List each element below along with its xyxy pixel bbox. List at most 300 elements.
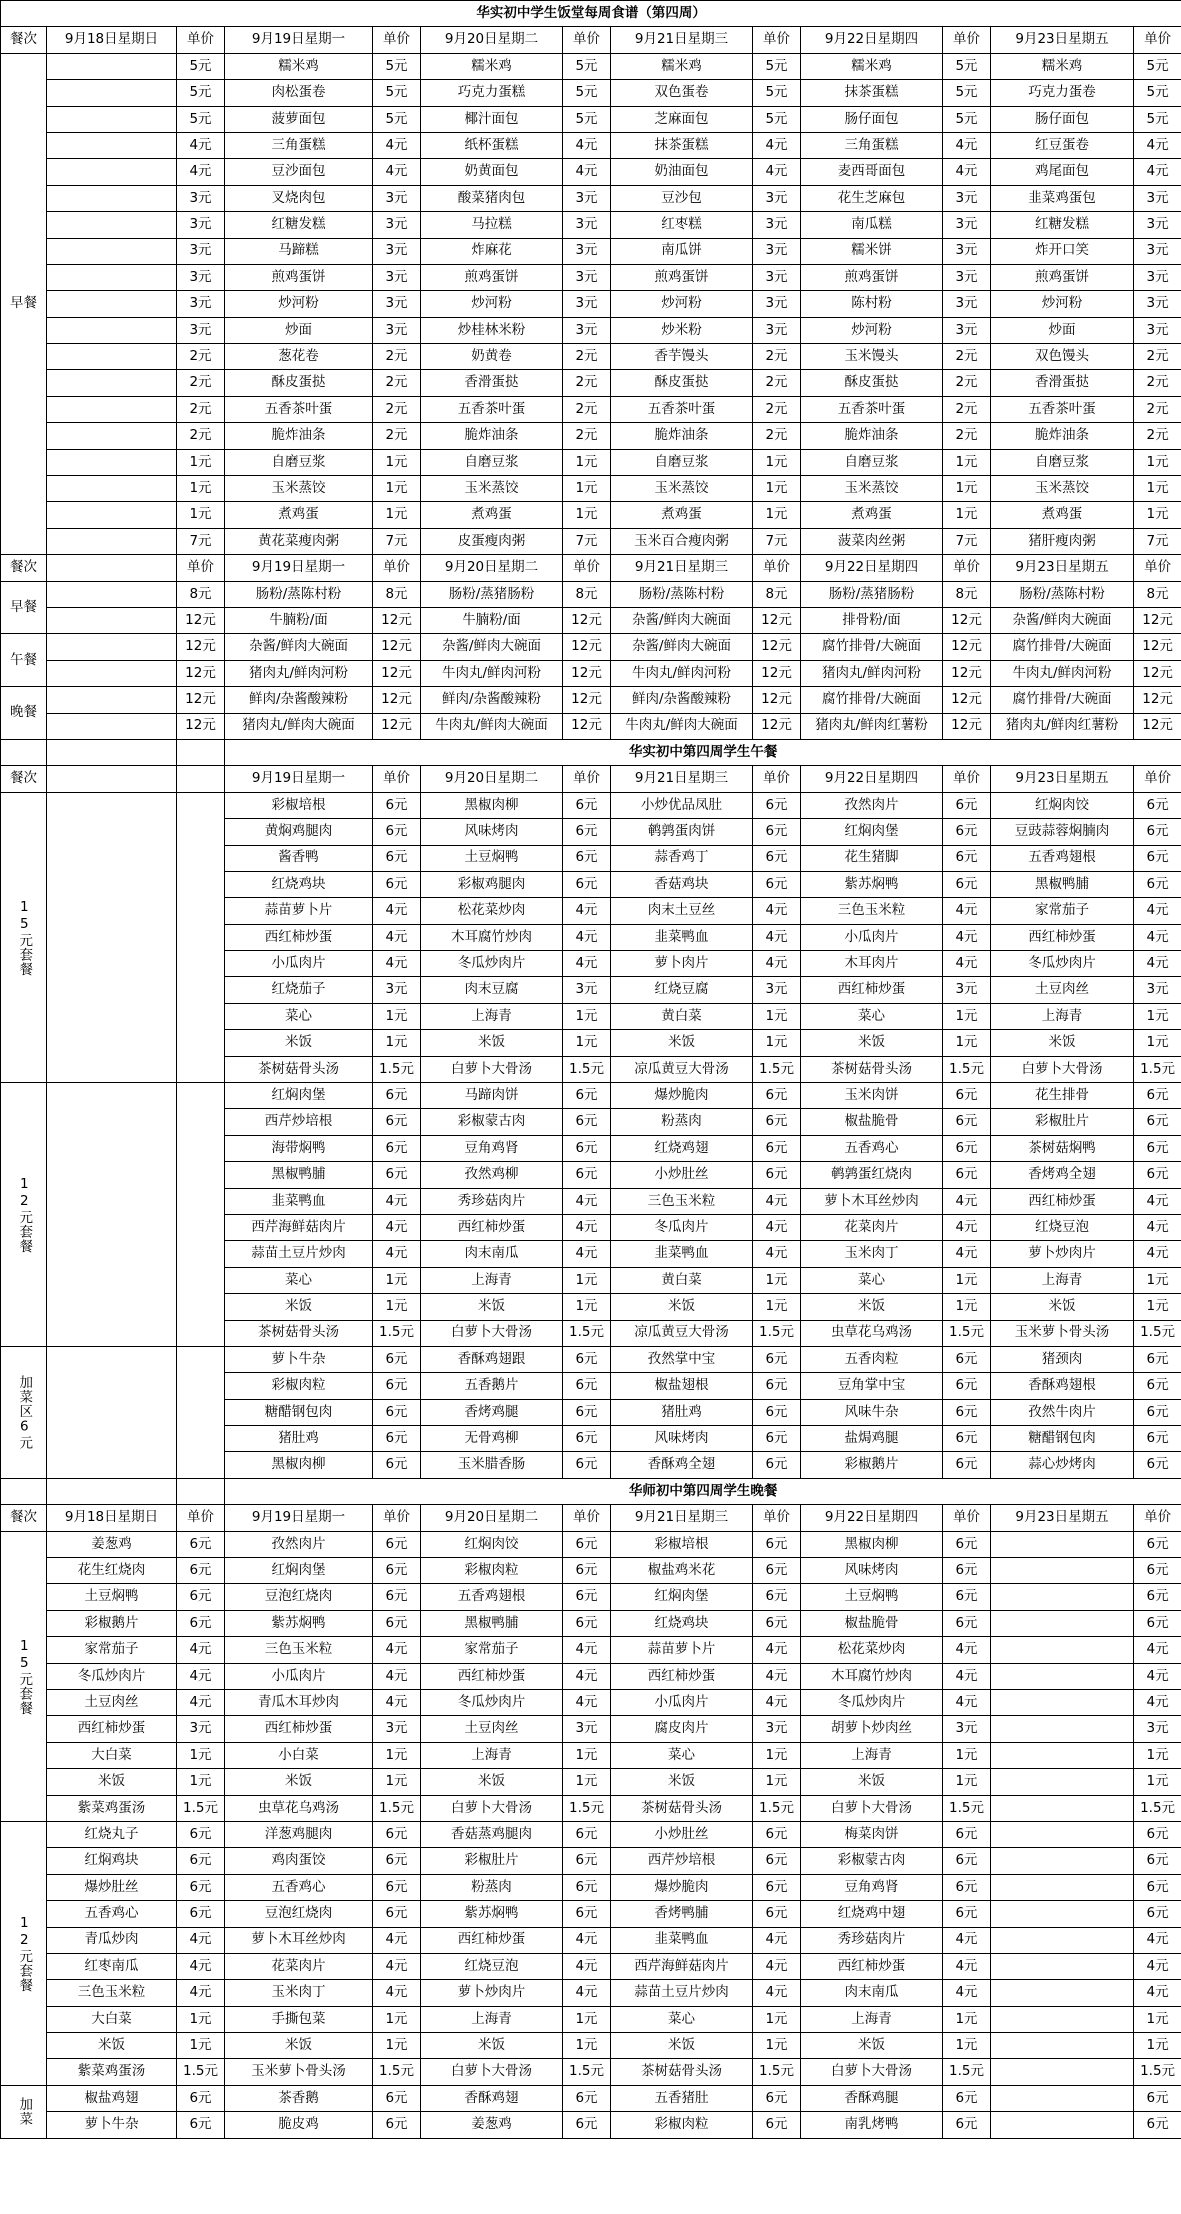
menu-cell: 4元 xyxy=(1134,1927,1181,1953)
menu-cell: 12元 xyxy=(373,713,421,739)
column-header: 餐次 xyxy=(1,27,47,53)
menu-cell: 1元 xyxy=(1134,476,1181,502)
menu-cell: 肠粉/蒸猪肠粉 xyxy=(421,581,563,607)
menu-cell: 3元 xyxy=(563,238,611,264)
menu-cell xyxy=(991,2006,1134,2032)
menu-cell: 4元 xyxy=(943,1927,991,1953)
menu-cell: 6元 xyxy=(753,1821,801,1847)
meal-label: 12元套餐 xyxy=(1,1821,47,2085)
menu-cell: 5元 xyxy=(177,106,225,132)
column-header: 9月20日星期二 xyxy=(421,1505,563,1531)
menu-cell: 8元 xyxy=(943,581,991,607)
menu-cell xyxy=(47,528,177,554)
menu-cell: 4元 xyxy=(563,132,611,158)
menu-cell: 1元 xyxy=(373,1769,421,1795)
menu-cell: 4元 xyxy=(1134,951,1181,977)
menu-cell: 6元 xyxy=(1134,1452,1181,1478)
menu-cell: 牛腩粉/面 xyxy=(421,607,563,633)
menu-cell: 3元 xyxy=(373,185,421,211)
menu-cell: 蒜苗土豆片炒肉 xyxy=(611,1980,753,2006)
menu-cell: 3元 xyxy=(753,317,801,343)
table-row xyxy=(1,370,1181,396)
table-row xyxy=(1,581,1181,607)
menu-cell xyxy=(47,502,177,528)
menu-cell: 6元 xyxy=(177,1821,225,1847)
menu-cell xyxy=(991,2033,1134,2059)
menu-cell: 葱花卷 xyxy=(225,344,373,370)
menu-cell: 5元 xyxy=(943,106,991,132)
menu-cell: 6元 xyxy=(563,1399,611,1425)
menu-cell: 3元 xyxy=(563,291,611,317)
table-row xyxy=(1,1795,1181,1821)
menu-cell: 6元 xyxy=(563,792,611,818)
menu-cell: 西红柿炒蛋 xyxy=(801,977,943,1003)
menu-cell: 红烧豆泡 xyxy=(421,1953,563,1979)
menu-cell: 3元 xyxy=(943,185,991,211)
menu-cell: 奶黄卷 xyxy=(421,344,563,370)
menu-cell: 6元 xyxy=(753,1135,801,1161)
menu-cell xyxy=(991,1531,1134,1557)
menu-cell: 香芋馒头 xyxy=(611,344,753,370)
menu-cell: 6元 xyxy=(177,2112,225,2138)
menu-cell: 1元 xyxy=(563,1742,611,1768)
menu-cell xyxy=(47,106,177,132)
menu-cell: 肉末豆腐 xyxy=(421,977,563,1003)
table-row xyxy=(1,1848,1181,1874)
column-header: 单价 xyxy=(943,555,991,581)
table-row xyxy=(1,1531,1181,1557)
menu-cell: 1元 xyxy=(753,476,801,502)
menu-cell: 白萝卜大骨汤 xyxy=(421,1795,563,1821)
menu-cell: 椒盐脆骨 xyxy=(801,1109,943,1135)
column-header: 9月18日星期日 xyxy=(47,1505,177,1531)
menu-cell: 糖醋钢包肉 xyxy=(991,1426,1134,1452)
menu-cell: 爆炒脆肉 xyxy=(611,1874,753,1900)
menu-cell: 6元 xyxy=(1134,1531,1181,1557)
menu-cell: 白萝卜大骨汤 xyxy=(801,1795,943,1821)
menu-cell: 4元 xyxy=(943,1663,991,1689)
menu-cell xyxy=(47,660,177,686)
menu-cell: 2元 xyxy=(943,344,991,370)
menu-cell: 4元 xyxy=(943,159,991,185)
table-row xyxy=(1,792,1181,818)
table-row xyxy=(1,1346,1181,1372)
menu-cell xyxy=(47,80,177,106)
menu-cell: 1元 xyxy=(563,502,611,528)
menu-cell: 三色玉米粒 xyxy=(611,1188,753,1214)
menu-cell: 1元 xyxy=(1134,449,1181,475)
menu-cell: 5元 xyxy=(1134,106,1181,132)
column-header: 单价 xyxy=(1134,27,1181,53)
menu-cell: 6元 xyxy=(1134,1821,1181,1847)
menu-cell: 6元 xyxy=(1134,1610,1181,1636)
menu-cell: 小瓜肉片 xyxy=(225,951,373,977)
table-row xyxy=(1,1901,1181,1927)
menu-cell: 巧克力蛋糕 xyxy=(421,80,563,106)
menu-cell: 3元 xyxy=(563,264,611,290)
menu-cell: 1元 xyxy=(177,502,225,528)
menu-cell: 大白菜 xyxy=(47,1742,177,1768)
meal-label: 早餐 xyxy=(1,53,47,554)
menu-cell: 7元 xyxy=(373,528,421,554)
menu-cell: 1.5元 xyxy=(943,2059,991,2085)
menu-cell: 8元 xyxy=(373,581,421,607)
menu-cell: 菠菜肉丝粥 xyxy=(801,528,943,554)
menu-cell: 白萝卜大骨汤 xyxy=(421,1056,563,1082)
table-row xyxy=(1,1083,1181,1109)
menu-cell: 12元 xyxy=(753,713,801,739)
menu-cell: 3元 xyxy=(943,264,991,290)
menu-cell: 4元 xyxy=(753,1663,801,1689)
menu-cell: 西芹海鲜菇肉片 xyxy=(611,1953,753,1979)
menu-cell: 2元 xyxy=(177,344,225,370)
menu-cell xyxy=(991,2059,1134,2085)
menu-cell: 海带焖鸭 xyxy=(225,1135,373,1161)
menu-cell: 巧克力蛋卷 xyxy=(991,80,1134,106)
menu-cell: 7元 xyxy=(943,528,991,554)
menu-cell: 2元 xyxy=(753,423,801,449)
menu-cell: 2元 xyxy=(373,344,421,370)
menu-cell: 4元 xyxy=(1134,1188,1181,1214)
menu-cell: 风味烤肉 xyxy=(801,1558,943,1584)
menu-cell: 猪颈肉 xyxy=(991,1346,1134,1372)
menu-cell: 彩椒肉粒 xyxy=(421,1558,563,1584)
column-header: 单价 xyxy=(563,766,611,792)
menu-cell: 彩椒蒙古肉 xyxy=(801,1848,943,1874)
menu-cell: 五香肉粒 xyxy=(801,1346,943,1372)
table-row xyxy=(1,2085,1181,2111)
menu-cell: 糯米鸡 xyxy=(801,53,943,79)
menu-cell: 爆炒脆肉 xyxy=(611,1083,753,1109)
menu-cell: 蒜心炒烤肉 xyxy=(991,1452,1134,1478)
menu-cell: 煮鸡蛋 xyxy=(801,502,943,528)
menu-cell: 2元 xyxy=(177,423,225,449)
menu-cell: 6元 xyxy=(943,1162,991,1188)
menu-cell: 6元 xyxy=(1134,1373,1181,1399)
menu-cell: 梅菜肉饼 xyxy=(801,1821,943,1847)
table-row xyxy=(1,713,1181,739)
menu-cell: 凉瓜黄豆大骨汤 xyxy=(611,1320,753,1346)
menu-cell: 1.5元 xyxy=(753,2059,801,2085)
blank-cell xyxy=(177,1346,225,1478)
menu-cell: 6元 xyxy=(373,1584,421,1610)
menu-cell: 3元 xyxy=(943,317,991,343)
menu-cell: 米饭 xyxy=(801,1769,943,1795)
menu-cell: 西红柿炒蛋 xyxy=(225,924,373,950)
menu-cell: 4元 xyxy=(943,951,991,977)
menu-cell: 木耳腐竹炒肉 xyxy=(421,924,563,950)
menu-cell: 自磨豆浆 xyxy=(611,449,753,475)
menu-cell: 1元 xyxy=(753,1294,801,1320)
menu-cell: 土豆焖鸭 xyxy=(801,1584,943,1610)
menu-cell: 6元 xyxy=(943,2112,991,2138)
column-header: 9月23日星期五 xyxy=(991,27,1134,53)
menu-cell: 马蹄糕 xyxy=(225,238,373,264)
menu-cell: 红焖肉堡 xyxy=(611,1584,753,1610)
menu-cell: 三色玉米粒 xyxy=(225,1637,373,1663)
menu-cell: 玉米腊香肠 xyxy=(421,1452,563,1478)
menu-cell: 西红柿炒蛋 xyxy=(991,924,1134,950)
menu-cell: 2元 xyxy=(563,370,611,396)
menu-cell: 12元 xyxy=(177,660,225,686)
menu-cell: 五香茶叶蛋 xyxy=(801,396,943,422)
menu-cell: 12元 xyxy=(373,607,421,633)
menu-cell: 4元 xyxy=(563,1241,611,1267)
menu-cell: 紫菜鸡蛋汤 xyxy=(47,1795,177,1821)
menu-cell: 2元 xyxy=(943,396,991,422)
menu-cell: 6元 xyxy=(753,1874,801,1900)
menu-cell: 6元 xyxy=(1134,845,1181,871)
menu-cell: 3元 xyxy=(1134,238,1181,264)
menu-cell: 12元 xyxy=(177,713,225,739)
menu-cell: 6元 xyxy=(753,1531,801,1557)
menu-cell: 1元 xyxy=(373,1030,421,1056)
menu-cell: 4元 xyxy=(373,1241,421,1267)
menu-cell: 5元 xyxy=(753,53,801,79)
blank-cell xyxy=(47,1083,177,1347)
menu-cell: 韭菜鸭血 xyxy=(225,1188,373,1214)
menu-cell: 1.5元 xyxy=(1134,1320,1181,1346)
menu-cell: 4元 xyxy=(373,1927,421,1953)
blank-cell xyxy=(177,1478,225,1504)
menu-cell: 1.5元 xyxy=(753,1320,801,1346)
menu-cell: 5元 xyxy=(373,106,421,132)
menu-cell: 6元 xyxy=(373,1821,421,1847)
menu-cell: 米饭 xyxy=(611,2033,753,2059)
menu-cell: 上海青 xyxy=(991,1003,1134,1029)
column-header: 单价 xyxy=(753,555,801,581)
meal-label: 午餐 xyxy=(1,634,47,687)
menu-cell xyxy=(991,2112,1134,2138)
menu-cell: 纸杯蛋糕 xyxy=(421,132,563,158)
menu-cell: 西红柿炒蛋 xyxy=(611,1663,753,1689)
menu-cell: 上海青 xyxy=(801,1742,943,1768)
menu-cell: 4元 xyxy=(563,1927,611,1953)
table-row xyxy=(1,528,1181,554)
menu-cell: 黑椒肉柳 xyxy=(421,792,563,818)
menu-cell: 五香茶叶蛋 xyxy=(611,396,753,422)
menu-cell: 3元 xyxy=(943,212,991,238)
column-header: 9月22日星期四 xyxy=(801,27,943,53)
menu-cell: 5元 xyxy=(753,80,801,106)
menu-cell xyxy=(991,1769,1134,1795)
menu-cell: 红烧豆泡 xyxy=(991,1214,1134,1240)
menu-cell: 2元 xyxy=(753,370,801,396)
menu-cell: 腐竹排骨/大碗面 xyxy=(991,634,1134,660)
menu-cell: 7元 xyxy=(563,528,611,554)
menu-cell: 孜然掌中宝 xyxy=(611,1346,753,1372)
menu-cell: 6元 xyxy=(563,1109,611,1135)
menu-cell: 韭菜鸭血 xyxy=(611,1927,753,1953)
menu-cell: 西红柿炒蛋 xyxy=(421,1663,563,1689)
menu-cell: 炒面 xyxy=(991,317,1134,343)
menu-cell: 家常茄子 xyxy=(47,1637,177,1663)
menu-cell: 6元 xyxy=(373,1558,421,1584)
menu-cell: 酸菜猪肉包 xyxy=(421,185,563,211)
table-row xyxy=(1,2006,1181,2032)
table-row xyxy=(1,344,1181,370)
menu-cell: 煎鸡蛋饼 xyxy=(801,264,943,290)
menu-cell: 上海青 xyxy=(421,1267,563,1293)
menu-cell: 6元 xyxy=(753,1426,801,1452)
menu-cell: 煮鸡蛋 xyxy=(225,502,373,528)
menu-cell: 5元 xyxy=(753,106,801,132)
menu-cell: 12元 xyxy=(1134,607,1181,633)
menu-cell: 1.5元 xyxy=(943,1795,991,1821)
menu-cell: 上海青 xyxy=(421,1003,563,1029)
menu-cell: 6元 xyxy=(177,1848,225,1874)
table-row xyxy=(1,1874,1181,1900)
menu-cell: 3元 xyxy=(753,238,801,264)
menu-cell: 奶黄面包 xyxy=(421,159,563,185)
menu-cell: 牛肉丸/鲜肉河粉 xyxy=(421,660,563,686)
menu-cell: 脆炸油条 xyxy=(611,423,753,449)
menu-cell: 1.5元 xyxy=(753,1056,801,1082)
section-title: 华实初中学生饭堂每周食谱（第四周） xyxy=(1,1,1181,27)
column-header: 9月23日星期五 xyxy=(991,555,1134,581)
menu-cell: 玉米蒸饺 xyxy=(801,476,943,502)
blank-cell xyxy=(177,739,225,765)
menu-cell: 椒盐鸡翅 xyxy=(47,2085,177,2111)
menu-cell: 4元 xyxy=(943,1188,991,1214)
menu-cell: 红糖发糕 xyxy=(225,212,373,238)
menu-cell: 孜然鸡柳 xyxy=(421,1162,563,1188)
menu-cell: 6元 xyxy=(943,1584,991,1610)
menu-cell: 香烤鸭脯 xyxy=(611,1901,753,1927)
menu-cell: 1元 xyxy=(177,476,225,502)
menu-cell: 2元 xyxy=(1134,344,1181,370)
column-header: 9月19日星期一 xyxy=(225,1505,373,1531)
menu-cell: 香滑蛋挞 xyxy=(991,370,1134,396)
menu-cell xyxy=(47,370,177,396)
menu-cell: 五香鸡翅根 xyxy=(421,1584,563,1610)
menu-cell: 1元 xyxy=(943,502,991,528)
menu-cell: 4元 xyxy=(563,1188,611,1214)
table-row xyxy=(1,2112,1181,2138)
menu-cell: 1元 xyxy=(373,1267,421,1293)
menu-cell: 6元 xyxy=(753,871,801,897)
menu-cell: 6元 xyxy=(943,1874,991,1900)
table-row xyxy=(1,1690,1181,1716)
menu-cell: 4元 xyxy=(753,1927,801,1953)
menu-cell: 2元 xyxy=(1134,370,1181,396)
menu-cell: 3元 xyxy=(1134,1716,1181,1742)
menu-cell: 香酥鸡翅根 xyxy=(991,1373,1134,1399)
menu-cell: 猪肉丸/鲜肉红薯粉 xyxy=(801,713,943,739)
menu-cell: 1元 xyxy=(1134,1769,1181,1795)
menu-cell: 1元 xyxy=(753,1003,801,1029)
menu-cell: 6元 xyxy=(1134,792,1181,818)
menu-cell: 3元 xyxy=(373,212,421,238)
column-header: 单价 xyxy=(177,1505,225,1531)
menu-cell: 紫苏焖鸭 xyxy=(421,1901,563,1927)
menu-cell: 香酥鸡全翅 xyxy=(611,1452,753,1478)
menu-cell: 4元 xyxy=(563,1980,611,2006)
dinner-header-row xyxy=(1,1505,1181,1531)
menu-cell: 酥皮蛋挞 xyxy=(801,370,943,396)
menu-cell: 2元 xyxy=(373,396,421,422)
menu-cell: 6元 xyxy=(943,1109,991,1135)
menu-cell: 1元 xyxy=(753,2033,801,2059)
menu-cell: 上海青 xyxy=(991,1267,1134,1293)
menu-cell: 红糖发糕 xyxy=(991,212,1134,238)
menu-cell: 豆角鸡肾 xyxy=(421,1135,563,1161)
menu-cell: 6元 xyxy=(1134,1558,1181,1584)
menu-cell: 6元 xyxy=(373,1346,421,1372)
menu-cell: 玉米萝卜骨头汤 xyxy=(225,2059,373,2085)
menu-cell: 1元 xyxy=(1134,1294,1181,1320)
menu-cell: 米饭 xyxy=(225,1769,373,1795)
menu-cell: 西红柿炒蛋 xyxy=(47,1716,177,1742)
menu-cell: 三色玉米粒 xyxy=(801,898,943,924)
menu-cell: 3元 xyxy=(1134,291,1181,317)
menu-cell: 茶树菇骨头汤 xyxy=(611,2059,753,2085)
menu-cell: 黄白菜 xyxy=(611,1003,753,1029)
menu-cell: 脆炸油条 xyxy=(801,423,943,449)
menu-cell: 土豆肉丝 xyxy=(47,1690,177,1716)
column-header: 单价 xyxy=(563,555,611,581)
menu-cell: 玉米肉饼 xyxy=(801,1083,943,1109)
menu-cell: 6元 xyxy=(563,1848,611,1874)
menu-cell: 西红柿炒蛋 xyxy=(225,1716,373,1742)
menu-cell: 1元 xyxy=(753,1030,801,1056)
menu-cell: 1元 xyxy=(753,1267,801,1293)
menu-cell: 4元 xyxy=(943,1637,991,1663)
table-row xyxy=(1,1663,1181,1689)
menu-cell: 12元 xyxy=(943,607,991,633)
menu-cell: 6元 xyxy=(753,1848,801,1874)
menu-cell: 3元 xyxy=(373,1716,421,1742)
table-row xyxy=(1,423,1181,449)
menu-cell: 萝卜木耳丝炒肉 xyxy=(801,1188,943,1214)
menu-cell: 2元 xyxy=(753,344,801,370)
menu-cell: 6元 xyxy=(753,819,801,845)
menu-cell: 3元 xyxy=(1134,264,1181,290)
menu-cell: 手撕包菜 xyxy=(225,2006,373,2032)
column-header: 餐次 xyxy=(1,1505,47,1531)
menu-cell: 12元 xyxy=(943,713,991,739)
menu-cell: 6元 xyxy=(943,1531,991,1557)
menu-cell: 1.5元 xyxy=(373,2059,421,2085)
menu-cell: 6元 xyxy=(753,1610,801,1636)
menu-cell: 风味烤肉 xyxy=(611,1426,753,1452)
section-title: 华师初中第四周学生晚餐 xyxy=(225,1478,1181,1504)
menu-cell: 腐竹排骨/大碗面 xyxy=(801,634,943,660)
meal-label: 12元套餐 xyxy=(1,1083,47,1347)
menu-cell xyxy=(991,1795,1134,1821)
menu-cell: 土豆焖鸭 xyxy=(421,845,563,871)
menu-cell: 3元 xyxy=(753,1716,801,1742)
table-row xyxy=(1,687,1181,713)
menu-cell: 3元 xyxy=(1134,212,1181,238)
menu-cell: 6元 xyxy=(1134,1162,1181,1188)
menu-cell: 牛肉丸/鲜肉河粉 xyxy=(991,660,1134,686)
menu-cell: 玉米蒸饺 xyxy=(991,476,1134,502)
menu-cell: 6元 xyxy=(943,871,991,897)
table-row xyxy=(1,449,1181,475)
menu-cell: 4元 xyxy=(753,132,801,158)
menu-cell: 4元 xyxy=(177,1980,225,2006)
menu-cell: 4元 xyxy=(373,132,421,158)
menu-cell: 1元 xyxy=(563,1769,611,1795)
menu-cell: 韭菜鸭血 xyxy=(611,1241,753,1267)
menu-cell: 米饭 xyxy=(611,1030,753,1056)
menu-cell: 2元 xyxy=(373,370,421,396)
menu-cell: 1元 xyxy=(753,1769,801,1795)
menu-cell: 5元 xyxy=(563,80,611,106)
menu-cell: 6元 xyxy=(943,1848,991,1874)
menu-cell: 3元 xyxy=(177,1716,225,1742)
